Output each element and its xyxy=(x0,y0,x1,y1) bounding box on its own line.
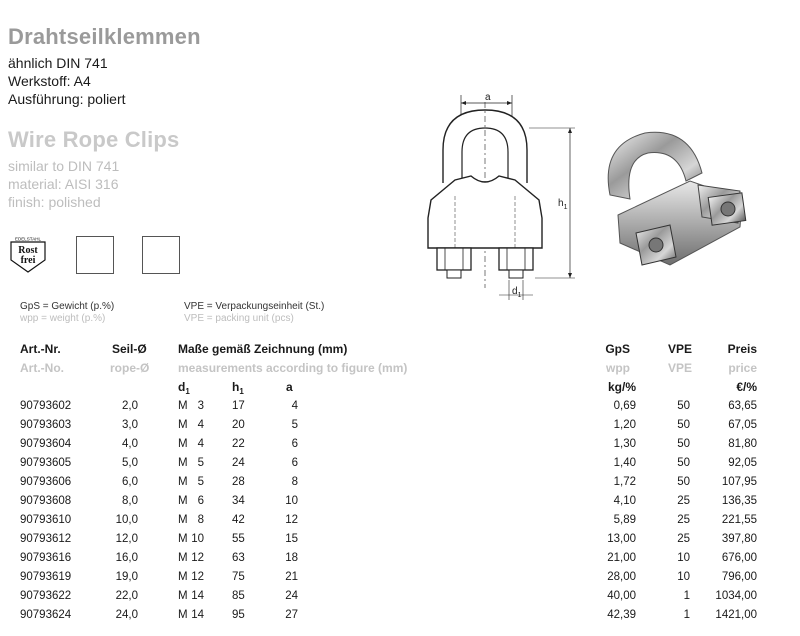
cell-preis: 397,80 xyxy=(721,533,757,545)
unit-a: a xyxy=(286,380,293,394)
cell-a: 21 xyxy=(285,571,298,583)
table-row xyxy=(0,476,800,494)
badge-line-2: frei xyxy=(20,255,36,266)
subtitle-en-3: finish: polished xyxy=(8,194,101,210)
cell-art: 90793606 xyxy=(20,476,72,488)
cell-m-value: 6 xyxy=(197,495,204,507)
cell-art: 90793604 xyxy=(20,438,72,450)
cell-art: 90793605 xyxy=(20,457,72,469)
note-vpe-de: VPE = Verpackungseinheit (St.) xyxy=(184,301,325,312)
cell-h1: 55 xyxy=(232,533,245,545)
cell-m-value: 12 xyxy=(191,571,204,583)
cell-m: M xyxy=(178,533,188,545)
table-header-en xyxy=(0,361,800,379)
cell-art: 90793622 xyxy=(20,590,72,602)
cell-m-value: 10 xyxy=(191,533,204,545)
cell-m-value: 4 xyxy=(197,438,204,450)
subtitle-de-2: Werkstoff: A4 xyxy=(8,73,91,89)
cell-h1: 24 xyxy=(232,457,245,469)
cell-gps: 1,40 xyxy=(613,457,636,469)
subtitle-de-1: ähnlich DIN 741 xyxy=(8,55,108,71)
cell-seil: 5,0 xyxy=(122,457,138,469)
cell-m-value: 5 xyxy=(197,457,204,469)
cell-preis: 107,95 xyxy=(721,476,757,488)
cell-a: 24 xyxy=(285,590,298,602)
cell-seil: 22,0 xyxy=(115,590,138,602)
cell-h1: 34 xyxy=(232,495,245,507)
cell-vpe: 25 xyxy=(677,514,690,526)
cell-gps: 42,39 xyxy=(607,609,636,621)
hdr-art: Art.-Nr. xyxy=(20,342,61,356)
cell-m: M xyxy=(178,514,188,526)
badge-top-text: EDELSTAHL xyxy=(15,236,41,242)
table-row xyxy=(0,533,800,551)
note-vpe-en: VPE = packing unit (pcs) xyxy=(184,313,294,324)
table-row xyxy=(0,400,800,418)
cell-a: 6 xyxy=(291,438,298,450)
empty-box-1 xyxy=(76,236,114,274)
hdr-en-masse: measurements according to figure (mm) xyxy=(178,361,408,375)
cell-seil: 6,0 xyxy=(122,476,138,488)
hdr-masse: Maße gemäß Zeichnung (mm) xyxy=(178,342,348,356)
cell-gps: 1,30 xyxy=(613,438,636,450)
cell-gps: 4,10 xyxy=(613,495,636,507)
cell-gps: 13,00 xyxy=(607,533,636,545)
hdr-en-vpe: VPE xyxy=(667,361,692,375)
cell-m: M xyxy=(178,476,188,488)
cell-seil: 10,0 xyxy=(115,514,138,526)
cell-gps: 5,89 xyxy=(613,514,636,526)
cell-gps: 1,20 xyxy=(613,419,636,431)
hdr-gps: GpS xyxy=(605,342,630,356)
cell-h1: 20 xyxy=(232,419,245,431)
cell-m: M xyxy=(178,419,188,431)
cell-m: M xyxy=(178,590,188,602)
cell-art: 90793612 xyxy=(20,533,72,545)
cell-a: 12 xyxy=(285,514,298,526)
cell-gps: 28,00 xyxy=(607,571,636,583)
cell-art: 90793602 xyxy=(20,400,72,412)
product-photo xyxy=(590,125,760,285)
cell-h1: 95 xyxy=(232,609,245,621)
cell-seil: 19,0 xyxy=(115,571,138,583)
cell-a: 27 xyxy=(285,609,298,621)
cell-m: M xyxy=(178,571,188,583)
note-gps-de: GpS = Gewicht (p.%) xyxy=(20,301,115,312)
hdr-en-seil: rope-Ø xyxy=(110,361,150,375)
cell-h1: 85 xyxy=(232,590,245,602)
cell-a: 18 xyxy=(285,552,298,564)
cell-m-value: 14 xyxy=(191,590,204,602)
cell-vpe: 50 xyxy=(677,476,690,488)
cell-art: 90793610 xyxy=(20,514,72,526)
cell-m-value: 12 xyxy=(191,552,204,564)
cell-preis: 136,35 xyxy=(721,495,757,507)
rostfrei-badge xyxy=(8,236,48,274)
cell-vpe: 10 xyxy=(677,552,690,564)
hdr-seil: Seil-Ø xyxy=(112,342,147,356)
unit-gps: kg/% xyxy=(607,380,636,394)
hdr-en-gps: wpp xyxy=(606,361,630,375)
cell-seil: 16,0 xyxy=(115,552,138,564)
table-row xyxy=(0,438,800,456)
unit-d1: $d_1$ xyxy=(178,380,190,396)
table-row xyxy=(0,419,800,437)
title-de: Drahtseilklemmen xyxy=(8,24,201,49)
hdr-preis: Preis xyxy=(727,342,757,356)
note-gps-en: wpp = weight (p.%) xyxy=(20,313,106,324)
table-row xyxy=(0,552,800,570)
cell-gps: 40,00 xyxy=(607,590,636,602)
cell-h1: 28 xyxy=(232,476,245,488)
cell-preis: 67,05 xyxy=(728,419,757,431)
cell-art: 90793619 xyxy=(20,571,72,583)
cell-m-value: 4 xyxy=(197,419,204,431)
cell-vpe: 50 xyxy=(677,438,690,450)
cell-preis: 676,00 xyxy=(721,552,757,564)
cell-m: M xyxy=(178,609,188,621)
cell-m-value: 14 xyxy=(191,609,204,621)
cell-vpe: 25 xyxy=(677,495,690,507)
table-units-row xyxy=(0,380,800,398)
dim-h1-label: $h_1$ xyxy=(558,198,568,211)
cell-vpe: 1 xyxy=(683,609,690,621)
cell-m: M xyxy=(178,438,188,450)
table-header-de xyxy=(0,342,800,360)
hdr-en-preis: price xyxy=(728,361,757,375)
cell-a: 4 xyxy=(291,400,298,412)
cell-seil: 2,0 xyxy=(122,400,138,412)
cell-art: 90793608 xyxy=(20,495,72,507)
cell-gps: 21,00 xyxy=(607,552,636,564)
cell-art: 90793624 xyxy=(20,609,72,621)
cell-a: 8 xyxy=(291,476,298,488)
cell-m: M xyxy=(178,495,188,507)
unit-h1: $h_1$ xyxy=(232,380,244,396)
cell-vpe: 50 xyxy=(677,400,690,412)
cell-seil: 3,0 xyxy=(122,419,138,431)
cell-vpe: 50 xyxy=(677,419,690,431)
table-row xyxy=(0,609,800,627)
cell-a: 10 xyxy=(285,495,298,507)
technical-drawing xyxy=(415,88,585,303)
cell-m-value: 3 xyxy=(197,400,204,412)
cell-seil: 4,0 xyxy=(122,438,138,450)
cell-gps: 0,69 xyxy=(613,400,636,412)
cell-vpe: 25 xyxy=(677,533,690,545)
cell-h1: 63 xyxy=(232,552,245,564)
cell-m-value: 8 xyxy=(197,514,204,526)
cell-vpe: 10 xyxy=(677,571,690,583)
cell-preis: 221,55 xyxy=(721,514,757,526)
table-row xyxy=(0,495,800,513)
dim-d1-label: $d_1$ xyxy=(512,286,522,299)
cell-a: 15 xyxy=(285,533,298,545)
cell-h1: 22 xyxy=(232,438,245,450)
cell-m: M xyxy=(178,552,188,564)
badge-line-1: Rost xyxy=(18,245,38,256)
cell-seil: 12,0 xyxy=(115,533,138,545)
cell-preis: 796,00 xyxy=(721,571,757,583)
title-en: Wire Rope Clips xyxy=(8,127,180,152)
cell-h1: 75 xyxy=(232,571,245,583)
hdr-vpe: VPE xyxy=(667,342,692,356)
cell-art: 90793616 xyxy=(20,552,72,564)
table-row xyxy=(0,457,800,475)
cell-h1: 42 xyxy=(232,514,245,526)
cell-a: 5 xyxy=(291,419,298,431)
hdr-en-art: Art.-No. xyxy=(20,361,64,375)
subtitle-en-1: similar to DIN 741 xyxy=(8,158,120,174)
unit-preis: €/% xyxy=(736,380,757,394)
dim-a-label: a xyxy=(485,92,491,103)
subtitle-de-3: Ausführung: poliert xyxy=(8,91,126,107)
table-row xyxy=(0,590,800,608)
cell-preis: 92,05 xyxy=(728,457,757,469)
cell-a: 6 xyxy=(291,457,298,469)
cell-preis: 1034,00 xyxy=(715,590,757,602)
cell-preis: 1421,00 xyxy=(715,609,757,621)
cell-m: M xyxy=(178,400,188,412)
cell-preis: 81,80 xyxy=(728,438,757,450)
subtitle-en-2: material: AISI 316 xyxy=(8,176,119,192)
cell-vpe: 50 xyxy=(677,457,690,469)
table-row xyxy=(0,571,800,589)
cell-preis: 63,65 xyxy=(728,400,757,412)
cell-vpe: 1 xyxy=(683,590,690,602)
cell-m-value: 5 xyxy=(197,476,204,488)
cell-art: 90793603 xyxy=(20,419,72,431)
cell-h1: 17 xyxy=(232,400,245,412)
cell-seil: 8,0 xyxy=(122,495,138,507)
cell-m: M xyxy=(178,457,188,469)
empty-box-2 xyxy=(142,236,180,274)
cell-gps: 1,72 xyxy=(613,476,636,488)
table-row xyxy=(0,514,800,532)
cell-seil: 24,0 xyxy=(115,609,138,621)
